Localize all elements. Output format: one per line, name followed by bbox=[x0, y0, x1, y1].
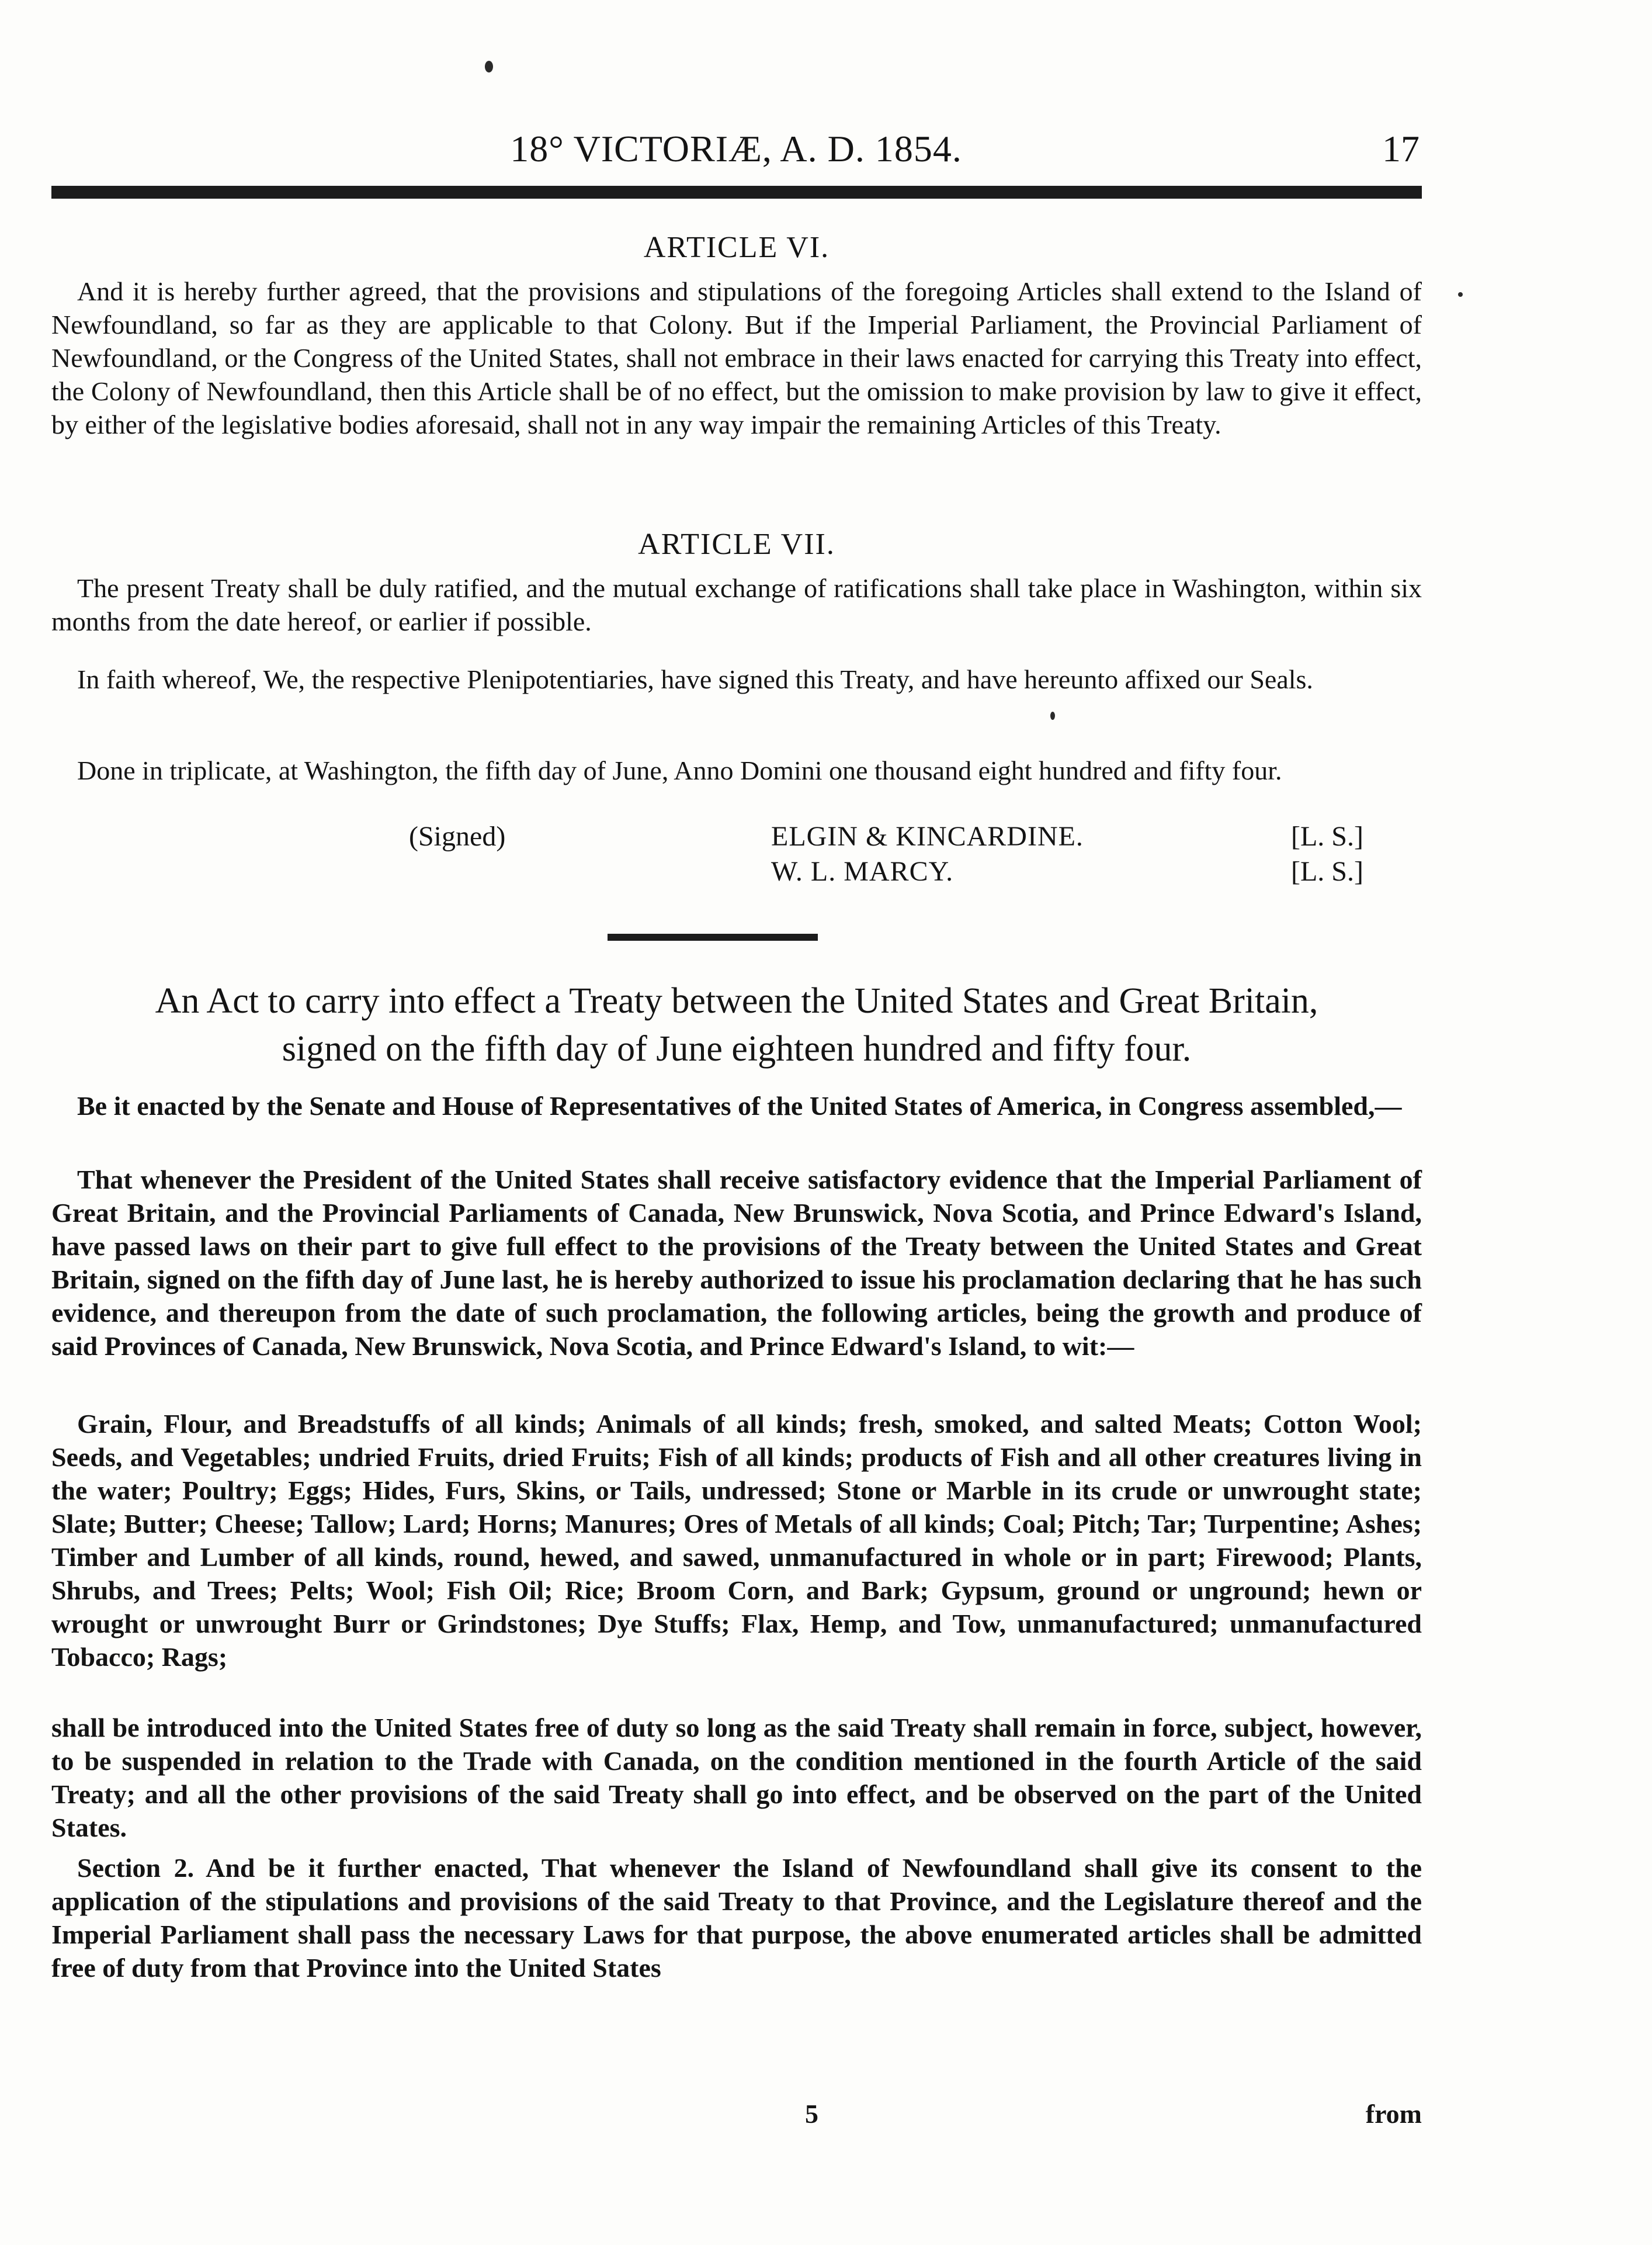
signatory-name: W. L. MARCY. bbox=[771, 856, 954, 887]
act-paragraph: That whenever the President of the United States shall receive satisfactory evidence that the Imperial Parliament of Great Britain, and the Provincial Parliaments of Canada, New Brunswick, Nova Scotia, and Prince Edward's Island, have passed laws on their part to give full effect to the provisions of the Treaty between the United States and Great Britain, signed on the fifth day of June last, he is hereby authorized to issue his proclamation declaring that he has such evidence, and thereupon from the date of such proclamation, the following articles, being the growth and produce of said Provinces of Canada, New Brunswick, Nova Scotia, and Prince Edward's Island, to wit:— bbox=[51, 1165, 1422, 1361]
article-vii-paragraph: The present Treaty shall be duly ratified, and the mutual exchange of ratifications shall take place in Washington, within six months from the date hereof, or earlier if possible. bbox=[51, 573, 1422, 636]
enacting-clause: Be it enacted by the Senate and House of Representatives of the United States of America, in Congress assembled,— bbox=[77, 1091, 1402, 1121]
running-head bbox=[53, 127, 1420, 180]
running-title: 18° VICTORIÆ, A. D. 1854. bbox=[510, 128, 962, 169]
act-title-line: An Act to carry into effect a Treaty between the United States and Great Britain, bbox=[155, 981, 1318, 1021]
scan-speck bbox=[1050, 712, 1055, 720]
article-vi-heading: ARTICLE VI. bbox=[643, 231, 830, 264]
catchword: from bbox=[1365, 2099, 1422, 2129]
signature-line bbox=[409, 819, 1414, 854]
page-footer bbox=[51, 2097, 1422, 2132]
enumerated-articles: Grain, Flour, and Breadstuffs of all kinds; Animals of all kinds; fresh, smoked, and salted Meats; Cotton Wool; Seeds, and Vegetables; undried Fruits, dried Fruits; Fish of all kinds; products of Fish and all other creatures living in the water; Poultry; Eggs; Hides, Furs, Skins, or Tails, undressed; Stone or Marble in its crude or unwrought state; Slate; Butter; Cheese; Tallow; Lard; Horns; Manures; Ores of Metals of all kinds; Coal; Pitch; Tar; Turpentine; Ashes; Timber and Lumber of all kinds, round, hewed, and sawed, unmanufactured in whole or in part; Firewood; Plants, Shrubs, and Trees; Pelts; Wool; Fish Oil; Rice; Broom Corn, and Bark; Gypsum, ground or unground; hewn or wrought or unwrought Burr or Grindstones; Dye Stuffs; Flax, Hemp, and Tow, unmanufactured; unmanufactured Tobacco; Rags; bbox=[51, 1409, 1422, 1672]
seal-mark: [L. S.] bbox=[1291, 856, 1363, 887]
scan-speck bbox=[1458, 292, 1463, 297]
act-paragraph: shall be introduced into the United States free of duty so long as the said Treaty shall remain in force, subject, however, to be suspended in relation to the Trade with Canada, on the condition mentioned in the fourth Article of the said Treaty; and all the other provisions of the said Treaty shall go into effect, and be observed on the part of the United States. bbox=[51, 1713, 1422, 1842]
article-vii-paragraph: In faith whereof, We, the respective Plenipotentiaries, have signed this Treaty, and have hereunto affixed our Seals. bbox=[77, 664, 1313, 694]
signatory-name: ELGIN & KINCARDINE. bbox=[771, 821, 1084, 852]
act-title-line: signed on the fifth day of June eighteen hundred and fifty four. bbox=[282, 1029, 1192, 1069]
article-vi-text: And it is hereby further agreed, that the provisions and stipulations of the foregoing Articles shall extend to the Island of Newfoundland, so far as they are applicable to that Colony. But if the Imperial Parliament, the Provincial Parliament of Newfoundland, or the Congress of the United States, shall not embrace in their laws enacted for carrying this Treaty into effect, the Colony of Newfoundland, then this Article shall be of no effect, but the omission to make provision by law to give it effect, by either of the legislative bodies aforesaid, shall not in any way impair the remaining Articles of this Treaty. bbox=[51, 276, 1422, 439]
article-vii-heading: ARTICLE VII. bbox=[638, 528, 835, 561]
section-divider bbox=[608, 934, 818, 941]
signature-mark: 5 bbox=[805, 2099, 818, 2129]
act-title bbox=[51, 977, 1422, 1073]
signed-label: (Signed) bbox=[409, 821, 506, 852]
scan-speck bbox=[485, 61, 493, 72]
section-2-paragraph: Section 2. And be it further enacted, That whenever the Island of Newfoundland shall give its consent to the application of the stipulations and provisions of the said Treaty to that Province, and the Legislature thereof and the Imperial Parliament shall pass the necessary Laws for that purpose, the above enumerated articles shall be admitted free of duty from that Province into the United States bbox=[51, 1853, 1422, 1983]
page-number: 17 bbox=[1382, 128, 1420, 169]
header-rule bbox=[51, 186, 1422, 199]
article-vii-paragraph: Done in triplicate, at Washington, the fifth day of June, Anno Domini one thousand eight hundred and fifty four. bbox=[77, 756, 1282, 785]
seal-mark: [L. S.] bbox=[1291, 821, 1363, 852]
signature-line bbox=[409, 854, 1414, 889]
